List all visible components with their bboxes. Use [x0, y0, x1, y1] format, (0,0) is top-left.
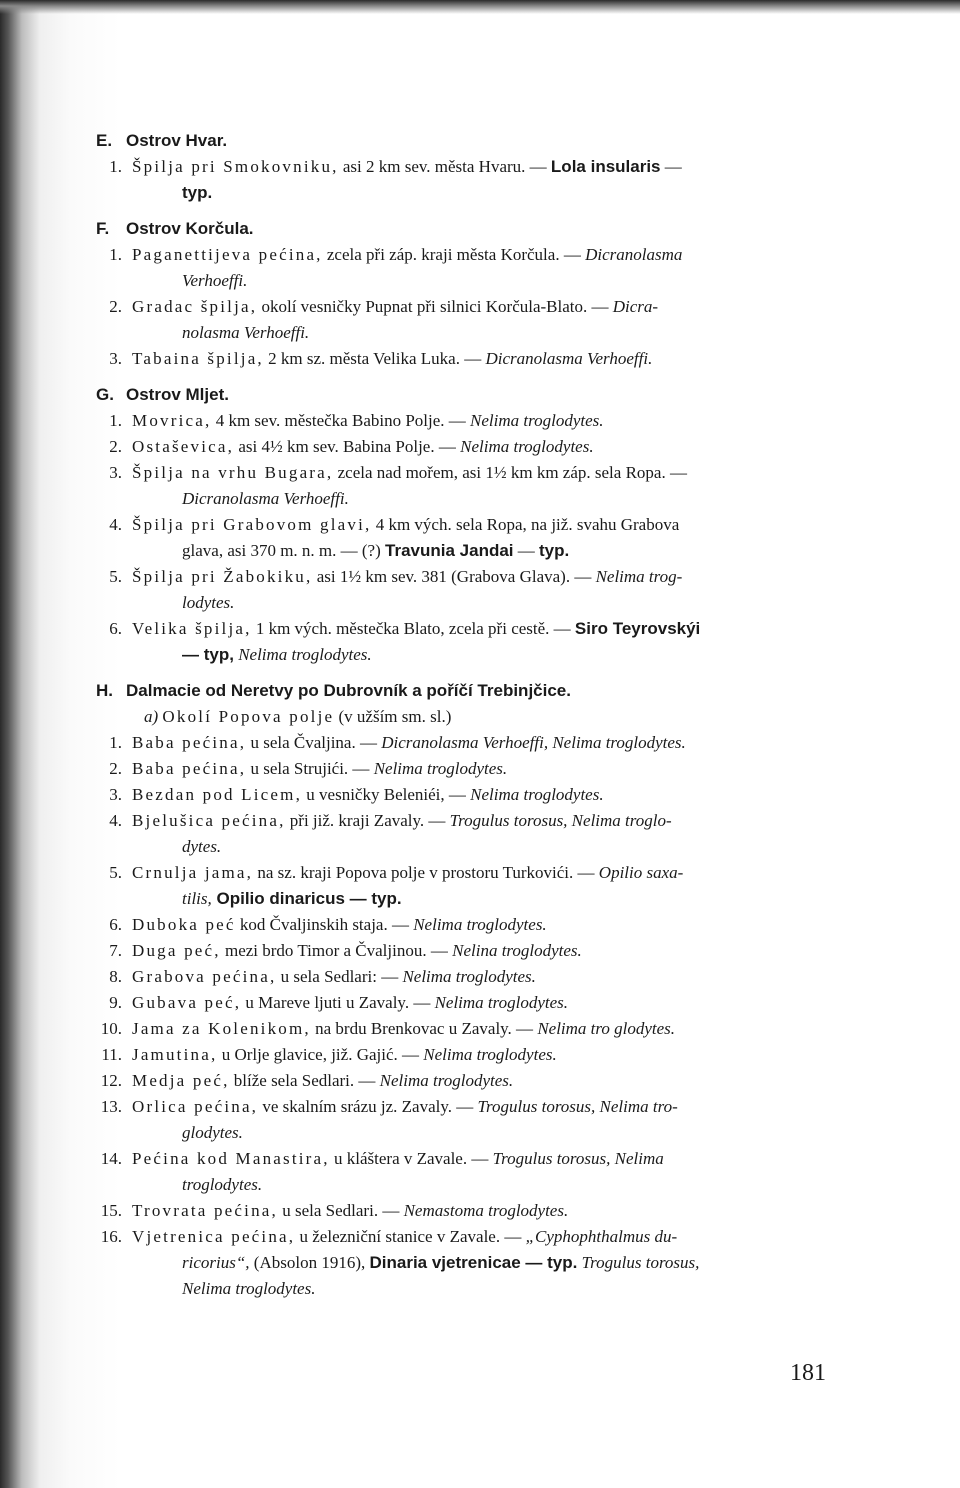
- entry-h-13: 13. Orlica pećina, ve skalním srázu jz. Zavaly. — Trogulus torosus, Nelima tro- glodytes.: [100, 1097, 678, 1142]
- entry-h-1: 1. Baba pećina, u sela Čvaljina. — Dicranolasma Verhoeffi, Nelima troglodytes.: [109, 733, 686, 752]
- section-heading-e: E. Ostrov Hvar.: [96, 131, 228, 150]
- entry-e-1: 1. Špilja pri Smokovniku, asi 2 km sev. města Hvaru. — Lola insularis — typ.: [109, 157, 682, 202]
- entry-g-3: 3. Špilja na vrhu Bugara, zcela nad mořem, asi 1½ km km záp. sela Ropa. — Dicranolasma Verhoeffi.: [109, 463, 687, 508]
- section-heading-g: G. Ostrov Mljet.: [96, 385, 229, 404]
- section-heading-h: H. Dalmacie od Neretvy po Dubrovník a poříčí Trebinjčice.: [96, 681, 571, 700]
- entry-h-3: 3. Bezdan pod Licem, u vesničky Beleniéi, — Nelima troglodytes.: [109, 785, 604, 804]
- entry-h-2: 2. Baba pećina, u sela Strujići. — Nelima troglodytes.: [109, 759, 508, 778]
- entry-g-2: 2. Ostaševica, asi 4½ km sev. Babina Polje. — Nelima troglodytes.: [109, 437, 594, 456]
- entry-h-16: 16. Vjetrenica pećina, u železniční stanice v Zavale. — „Cyphophthalmus du- ricorius“, (Absolon 1916), Dinaria vjetrenicae — typ. Trogulus torosus, Nelima troglodytes.: [100, 1227, 700, 1298]
- entry-h-12: 12. Medja peć, blíže sela Sedlari. — Nelima troglodytes.: [100, 1071, 514, 1090]
- section-heading-f: F. Ostrov Korčula.: [96, 219, 254, 238]
- entry-h-14: 14. Pećina kod Manastira, u kláštera v Zavale. — Trogulus torosus, Nelima troglodytes.: [100, 1149, 664, 1194]
- entry-f-3: 3. Tabaina špilja, 2 km sz. města Velika Luka. — Dicranolasma Verhoeffi.: [109, 349, 653, 368]
- entry-g-5: 5. Špilja pri Žabokiku, asi 1½ km sev. 381 (Grabova Glava). — Nelima trog- lodytes.: [109, 567, 683, 612]
- subsection-heading: a) Okolí Popova polje (v užším sm. sl.): [144, 707, 452, 726]
- entry-h-6: 6. Duboka peć kod Čvaljinskih staja. — Nelima troglodytes.: [109, 915, 547, 934]
- entry-h-7: 7. Duga peć, mezi brdo Timor a Čvaljinou. — Nelina troglodytes.: [109, 941, 582, 960]
- entry-h-9: 9. Gubava peć, u Mareve ljuti u Zavaly. — Nelima troglodytes.: [109, 993, 569, 1012]
- entry-h-11: 11. Jamutina, u Orlje glavice, již. Gajić. — Nelima troglodytes.: [101, 1045, 557, 1064]
- page-top-edge: [0, 0, 960, 14]
- page-number: 181: [790, 1360, 826, 1386]
- entry-h-8: 8. Grabova pećina, u sela Sedlari: — Nelima troglodytes.: [109, 967, 536, 986]
- entry-h-4: 4. Bjelušica pećina, při již. kraji Zavaly. — Trogulus torosus, Nelima troglo- dytes.: [109, 811, 672, 856]
- entry-h-10: 10. Jama za Kolenikom, na brdu Brenkovac u Zavaly. — Nelima tro glodytes.: [100, 1019, 676, 1038]
- entry-f-1: 1. Paganettijeva pećina, zcela při záp. kraji města Korčula. — Dicranolasma Verhoeffi.: [109, 245, 683, 290]
- entry-g-4: 4. Špilja pri Grabovom glavi, 4 km vých. sela Ropa, na již. svahu Grabova glava, asi 370 m. n. m. — (?) Travunia Jandai — typ.: [109, 515, 680, 560]
- document-body: [96, 118, 848, 1302]
- entry-g-6: 6. Velika špilja, 1 km vých. městečka Blato, zcela při cestě. — Siro Teyrovskýi — typ, Nelima troglodytes.: [109, 619, 701, 664]
- entry-f-2: 2. Gradac špilja, okolí vesničky Pupnat při silnici Korčula-Blato. — Dicra- nolasma Verhoeffi.: [109, 297, 659, 342]
- entry-g-1: 1. Movrica, 4 km sev. městečka Babino Polje. — Nelima troglodytes.: [109, 411, 604, 430]
- entry-h-5: 5. Crnulja jama, na sz. kraji Popova polje v prostoru Turkovići. — Opilio saxa- tilis, Opilio dinaricus — typ.: [109, 863, 684, 908]
- entry-h-15: 15. Trovrata pećina, u sela Sedlari. — Nemastoma troglodytes.: [100, 1201, 569, 1220]
